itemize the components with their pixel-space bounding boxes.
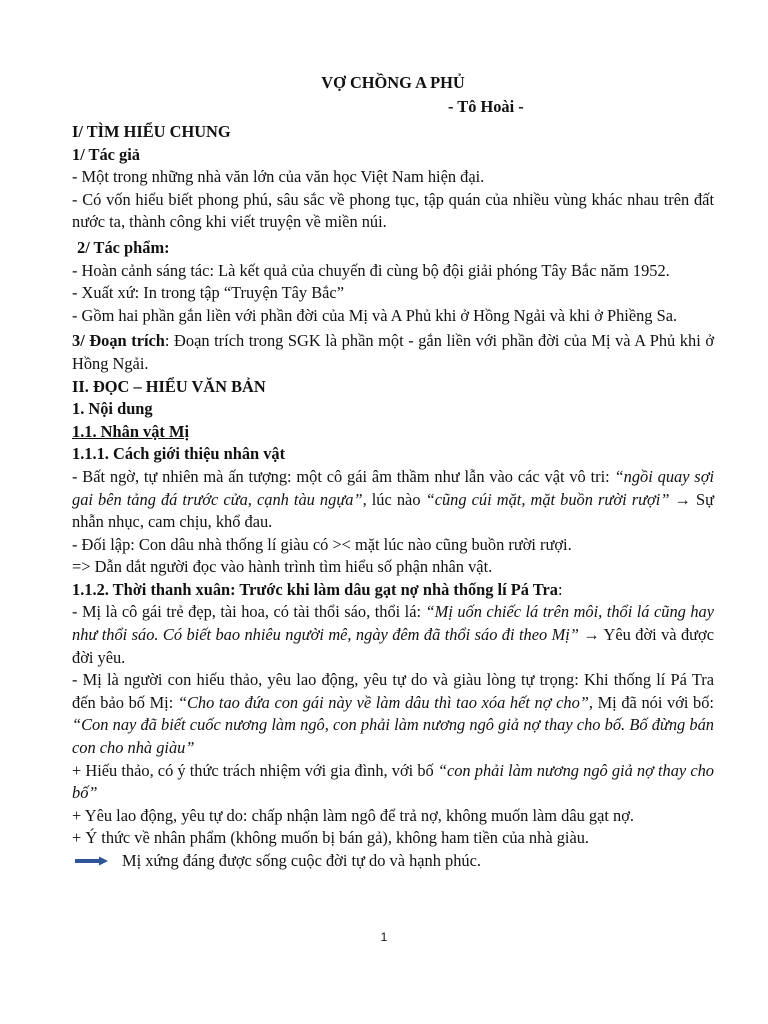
- quote: “con phải làm nương ngô giả nợ thay cho bố”: [72, 760, 714, 803]
- paragraph: - Có vốn hiểu biết phong phú, sâu sắc về phong tục, tập quán của nhiều vùng khác nhau trên đất nước ta, thành công khi viết truyện về miền núi.: [72, 189, 714, 232]
- quote: “Mị uốn chiếc lá trên môi, thổi lá cũng hay như thổi sáo. Có biết bao nhiêu người mê, ngày đêm đã thổi sáo đi theo Mị”: [72, 602, 714, 645]
- excerpt-text: : Đoạn trích trong SGK là phần một - gắn liền với phần đời của Mị và A Phủ khi ở Hồng Ngải.: [72, 331, 714, 373]
- paragraph: - Đối lập: Con dâu nhà thống lí giàu có >< mặt lúc nào cũng buồn rười rượi.: [72, 534, 572, 554]
- paragraph: [72, 601, 714, 669]
- subheading-work: 2/ Tác phẩm:: [77, 237, 170, 257]
- subheading-youth: 1.1.2. Thời thanh xuân: Trước khi làm dâu gạt nợ nhà thống lí Pá Tra: [72, 579, 558, 599]
- paragraph: - Gồm hai phần gắn liền với phần đời của Mị và A Phủ khi ở Hồng Ngải và khi ở Phiềng Sa.: [72, 305, 678, 325]
- document-title: VỢ CHỒNG A PHỦ: [321, 73, 465, 92]
- right-arrow-icon: [75, 855, 109, 867]
- text: - Mị là người con hiếu thảo, yêu lao động, yêu tự do và giàu lòng tự trọng: Khi thống lí Pá Tra đến bảo bố Mị:: [72, 670, 714, 712]
- conclusion-text: Mị xứng đáng được sống cuộc đời tự do và hạnh phúc.: [122, 851, 481, 870]
- paragraph: => Dẫn dắt người đọc vào hành trình tìm hiểu số phận nhân vật.: [72, 557, 493, 577]
- paragraph: [72, 466, 714, 534]
- paragraph: - Hoàn cảnh sáng tác: Là kết quả của chuyến đi cùng bộ đội giải phóng Tây Bắc năm 1952.: [72, 260, 670, 280]
- subheading-excerpt: 3/ Đoạn trích: [72, 331, 165, 351]
- paragraph: [72, 669, 714, 759]
- text: - Mị là cô gái trẻ đẹp, tài hoa, có tài thổi sáo, thổi lá:: [72, 602, 426, 622]
- paragraph: - Một trong những nhà văn lớn của văn học Việt Nam hiện đại.: [72, 167, 485, 187]
- section-heading-2: II. ĐỌC – HIỂU VĂN BẢN: [72, 376, 266, 396]
- paragraph: + Ý thức về nhân phẩm (không muốn bị bán gả), không ham tiền của nhà giàu.: [72, 828, 590, 848]
- quote: “Cho tao đứa con gái này về làm dâu thì tao xóa hết nợ cho”: [177, 692, 589, 712]
- paragraph: [72, 760, 714, 805]
- paragraph: - Xuất xứ: In trong tập “Truyện Tây Bắc”: [72, 283, 344, 303]
- paragraph: + Yêu lao động, yêu tự do: chấp nhận làm ngô để trả nợ, không muốn làm dâu gạt nợ.: [72, 805, 634, 825]
- paragraph-excerpt: [72, 330, 714, 375]
- page-number: 1: [380, 930, 388, 944]
- text: :: [557, 579, 563, 599]
- text: → Yêu đời và được đời yêu.: [72, 625, 714, 667]
- subheading-youth-line: [72, 579, 714, 602]
- text: + Hiếu thảo, có ý thức trách nhiệm với gia đình, với bố: [72, 760, 438, 780]
- subheading-introduction: 1.1.1. Cách giới thiệu nhân vật: [72, 444, 286, 464]
- text: → Sự nhẫn nhục, cam chịu, khổ đau.: [72, 489, 714, 532]
- section-heading-1: I/ TÌM HIỂU CHUNG: [72, 122, 231, 141]
- text: , lúc nào: [362, 489, 426, 509]
- conclusion-line: [72, 850, 714, 873]
- quote: “cũng cúi mặt, mặt buồn rười rượi”: [425, 489, 670, 509]
- subheading-author: 1/ Tác giả: [72, 144, 140, 164]
- document-author: - Tô Hoài -: [448, 97, 524, 116]
- text: , Mị đã nói với bố:: [588, 692, 714, 712]
- document-body: [72, 72, 714, 873]
- subheading-character-mi: 1.1. Nhân vật Mị: [72, 421, 190, 441]
- subheading-content: 1. Nội dung: [72, 399, 153, 419]
- quote: “Con nay đã biết cuốc nương làm ngô, con phải làm nương ngô giả nợ thay cho bố. Bố đừng bán con cho nhà giàu”: [72, 715, 714, 758]
- quote: “ngồi quay sợi gai bên tảng đá trước cửa, cạnh tàu ngựa”: [72, 466, 714, 509]
- text: - Bất ngờ, tự nhiên mà ấn tượng: một cô gái âm thầm như lẫn vào các vật vô tri:: [72, 466, 615, 486]
